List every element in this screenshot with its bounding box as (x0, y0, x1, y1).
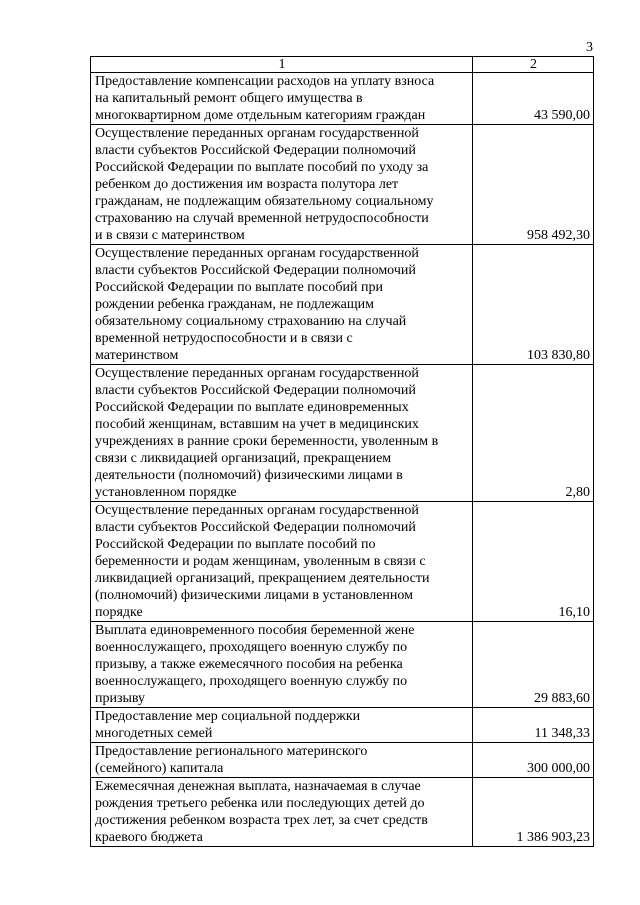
description-line: Осуществление переданных органам государственной (95, 126, 419, 141)
description-line: Российской Федерации по выплате пособий при (95, 280, 383, 295)
row-amount: 43 590,00 (473, 73, 594, 125)
description-line: призыву (95, 691, 146, 706)
table-row (91, 708, 594, 743)
column-header-1: 1 (91, 57, 473, 73)
description-line: беременности и родам женщинам, уволенным в связи с (95, 554, 426, 569)
page-number: 3 (586, 40, 593, 55)
description-line: деятельности (полномочий) физическими лицами в (95, 468, 403, 483)
description-line: Предоставление мер социальной поддержки (95, 709, 361, 724)
description-line: временной нетрудоспособности и в связи с (95, 331, 353, 346)
description-line: Выплата единовременного пособия беременной жене (95, 623, 415, 638)
table-row (91, 125, 594, 245)
description-line: установленном порядке (95, 485, 237, 500)
row-description (91, 125, 473, 245)
description-line: рождения третьего ребенка или последующих детей до (95, 796, 425, 811)
table-row (91, 622, 594, 708)
description-line: достижения ребенком возраста трех лет, за счет средств (95, 813, 428, 828)
row-amount: 958 492,30 (473, 125, 594, 245)
description-line: материнством (95, 348, 179, 363)
description-line: и в связи с материнством (95, 228, 245, 243)
row-description (91, 245, 473, 365)
description-line: военнослужащего, проходящего военную службу по (95, 674, 408, 689)
row-description (91, 743, 473, 778)
description-line: власти субъектов Российской Федерации полномочий (95, 263, 416, 278)
row-description (91, 73, 473, 125)
description-line: Осуществление переданных органам государственной (95, 503, 419, 518)
table-row (91, 778, 594, 847)
description-line: обязательному социальному страхованию на случай (95, 314, 407, 329)
table-row (91, 73, 594, 125)
row-amount: 103 830,80 (473, 245, 594, 365)
row-description (91, 365, 473, 502)
row-description (91, 778, 473, 847)
row-description (91, 622, 473, 708)
row-description (91, 502, 473, 622)
description-line: Российской Федерации по выплате пособий по (95, 537, 376, 552)
row-amount: 300 000,00 (473, 743, 594, 778)
description-line: Предоставление компенсации расходов на уплату взноса (95, 74, 435, 89)
description-line: связи с ликвидацией организаций, прекращением (95, 451, 392, 466)
budget-table (90, 56, 594, 847)
description-line: власти субъектов Российской Федерации полномочий (95, 383, 416, 398)
column-header-2: 2 (473, 57, 594, 73)
row-amount: 1 386 903,23 (473, 778, 594, 847)
description-line: гражданам, не подлежащим обязательному социальному (95, 194, 434, 209)
description-line: порядке (95, 605, 143, 620)
description-line: призыву, а также ежемесячного пособия на ребенка (95, 657, 403, 672)
description-line: военнослужащего, проходящего военную службу по (95, 640, 408, 655)
description-line: краевого бюджета (95, 830, 203, 845)
description-line: Российской Федерации по выплате пособий по уходу за (95, 160, 429, 175)
description-line: многоквартирном доме отдельным категориям граждан (95, 108, 426, 123)
row-amount: 16,10 (473, 502, 594, 622)
description-line: Российской Федерации по выплате единовременных (95, 400, 409, 415)
description-line: ликвидацией организаций, прекращением деятельности (95, 571, 430, 586)
description-line: страхованию на случай временной нетрудоспособности (95, 211, 429, 226)
row-amount: 29 883,60 (473, 622, 594, 708)
table-row (91, 743, 594, 778)
table-row (91, 365, 594, 502)
description-line: учреждениях в ранние сроки беременности, уволенным в (95, 434, 439, 449)
description-line: Ежемесячная денежная выплата, назначаемая в случае (95, 779, 421, 794)
table-header-row (91, 57, 594, 73)
description-line: Осуществление переданных органам государственной (95, 366, 419, 381)
description-line: власти субъектов Российской Федерации полномочий (95, 143, 416, 158)
table-row (91, 245, 594, 365)
row-amount: 11 348,33 (473, 708, 594, 743)
description-line: на капитальный ремонт общего имущества в (95, 91, 363, 106)
description-line: Осуществление переданных органам государственной (95, 246, 419, 261)
row-description (91, 708, 473, 743)
description-line: власти субъектов Российской Федерации полномочий (95, 520, 416, 535)
description-line: (полномочий) физическими лицами в установленном (95, 588, 413, 603)
row-amount: 2,80 (473, 365, 594, 502)
description-line: многодетных семей (95, 726, 213, 741)
description-line: Предоставление регионального материнского (95, 744, 368, 759)
description-line: пособий женщинам, вставшим на учет в медицинских (95, 417, 419, 432)
description-line: ребенком до достижения им возраста полутора лет (95, 177, 399, 192)
table-row (91, 502, 594, 622)
description-line: (семейного) капитала (95, 761, 224, 776)
description-line: рождении ребенка гражданам, не подлежащим (95, 297, 374, 312)
